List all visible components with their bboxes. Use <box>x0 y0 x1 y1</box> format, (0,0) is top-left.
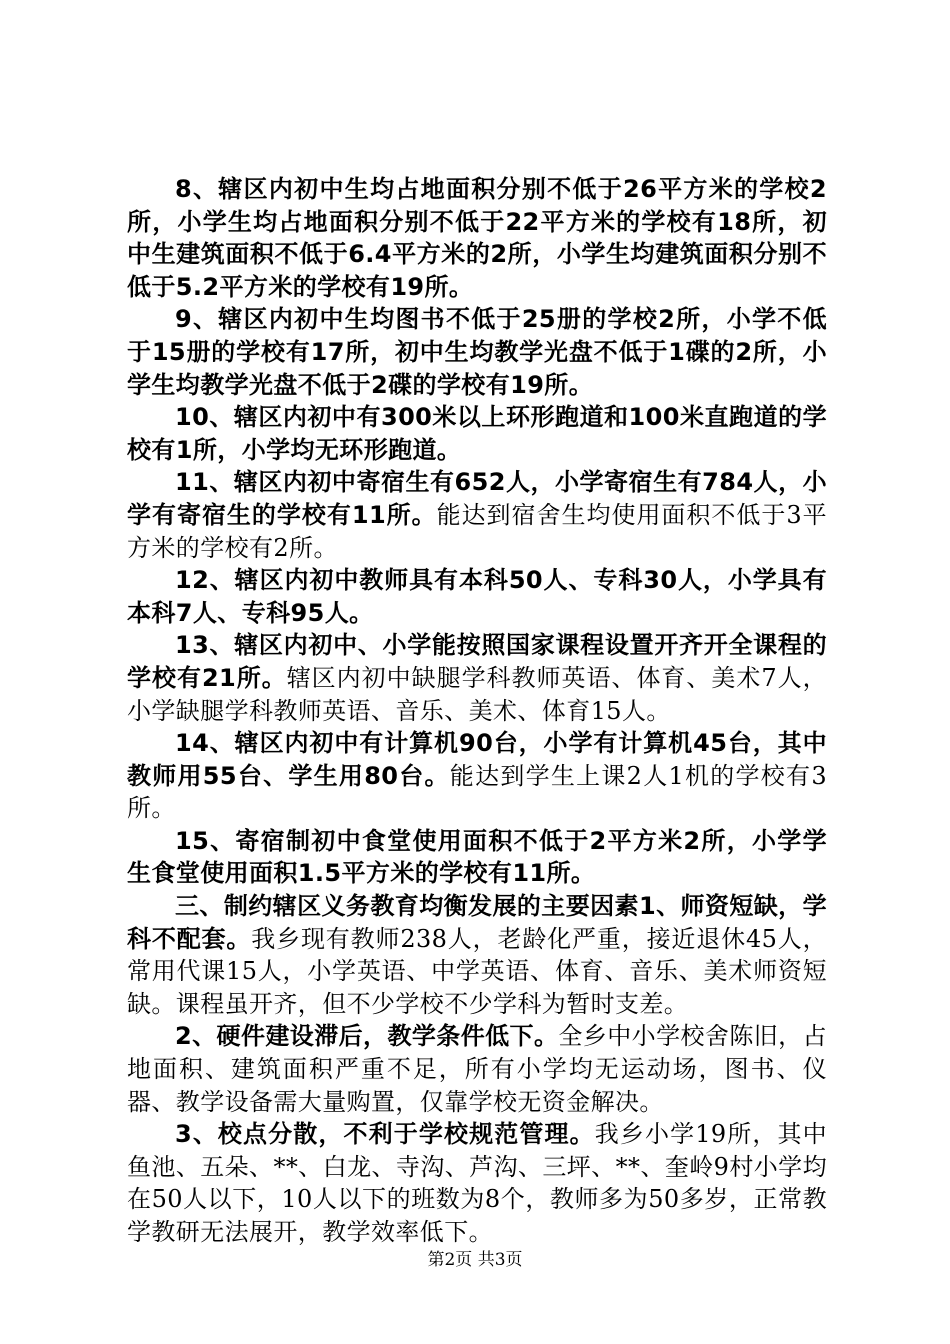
paragraph <box>127 630 827 728</box>
page-footer: 第2页 共3页 <box>427 1250 523 1270</box>
regular-text-run: 我乡小学19所，其中鱼池、五朵、**、白龙、寺沟、芦沟、三坪、**、奎岭9村小学均在50人以下，10人以下的班数为8个，教师多为50多岁，正常教学教研无法展开，教学效率低下。 <box>127 1120 828 1246</box>
regular-text-run: 辖区内初中缺腿学科教师英语、体育、美术7人，小学缺腿学科教师英语、音乐、美术、体育15人。 <box>127 663 827 725</box>
bold-text-run: 3、校点分散，不利于学校规范管理。 <box>175 1120 595 1149</box>
paragraph <box>127 1119 827 1249</box>
paragraph <box>127 728 827 826</box>
paragraph <box>127 402 827 467</box>
paragraph <box>127 565 827 630</box>
regular-text-run: 我乡现有教师238人，老龄化严重，接近退休45人，常用代课15人，小学英语、中学英语、体育、音乐、美术师资短缺。课程虽开齐，但不少学校不少学科为暂时支差。 <box>127 924 827 1018</box>
paragraph <box>127 826 827 891</box>
bold-text-run: 13、辖区内初中、小学能按照国家课程设置开齐开全课程的学校有21所。 <box>127 631 827 692</box>
document-body <box>127 174 827 1250</box>
bold-text-run: 三、制约辖区义务教育均衡发展的主要因素1、师资短缺，学科不配套。 <box>127 892 827 953</box>
bold-text-run: 2、硬件建设滞后，教学条件低下。 <box>175 1022 559 1051</box>
paragraph <box>127 1021 827 1119</box>
paragraph <box>127 304 827 402</box>
bold-text-run: 15、寄宿制初中食堂使用面积不低于2平方米2所，小学学生食堂使用面积1.5平方米的学校有11所。 <box>127 826 827 888</box>
bold-text-run: 14、辖区内初中有计算机90台，小学有计算机45台，其中教师用55台、学生用80台。 <box>127 729 827 790</box>
paragraph <box>127 891 827 1021</box>
paragraph <box>127 467 827 565</box>
bold-text-run: 10、辖区内初中有300米以上环形跑道和100米直跑道的学校有1所，小学均无环形跑道。 <box>127 403 827 464</box>
regular-text-run: 能达到宿舍生均使用面积不低于3平方米的学校有2所。 <box>127 500 827 562</box>
bold-text-run: 12、辖区内初中教师具有本科50人、专科30人，小学具有本科7人、专科95人。 <box>127 566 827 627</box>
bold-text-run: 9、辖区内初中生均图书不低于25册的学校2所，小学不低于15册的学校有17所，初中生均教学光盘不低于1碟的2所，小学生均教学光盘不低于2碟的学校有19所。 <box>127 305 827 399</box>
regular-text-run: 能达到学生上课2人1机的学校有3所。 <box>127 761 827 823</box>
bold-text-run: 8、辖区内初中生均占地面积分别不低于26平方米的学校2所，小学生均占地面积分别不低于22平方米的学校有18所，初中生建筑面积不低于6.4平方米的2所，小学生均建筑面积分别不低于5.2平方米的学校有19所。 <box>127 175 827 301</box>
regular-text-run: 全乡中小学校舍陈旧，占地面积、建筑面积严重不足，所有小学均无运动场，图书、仪器、教学设备需大量购置，仅靠学校无资金解决。 <box>127 1022 827 1116</box>
bold-text-run: 11、辖区内初中寄宿生有652人，小学寄宿生有784人，小学有寄宿生的学校有11所。 <box>127 468 827 529</box>
paragraph <box>127 174 827 304</box>
